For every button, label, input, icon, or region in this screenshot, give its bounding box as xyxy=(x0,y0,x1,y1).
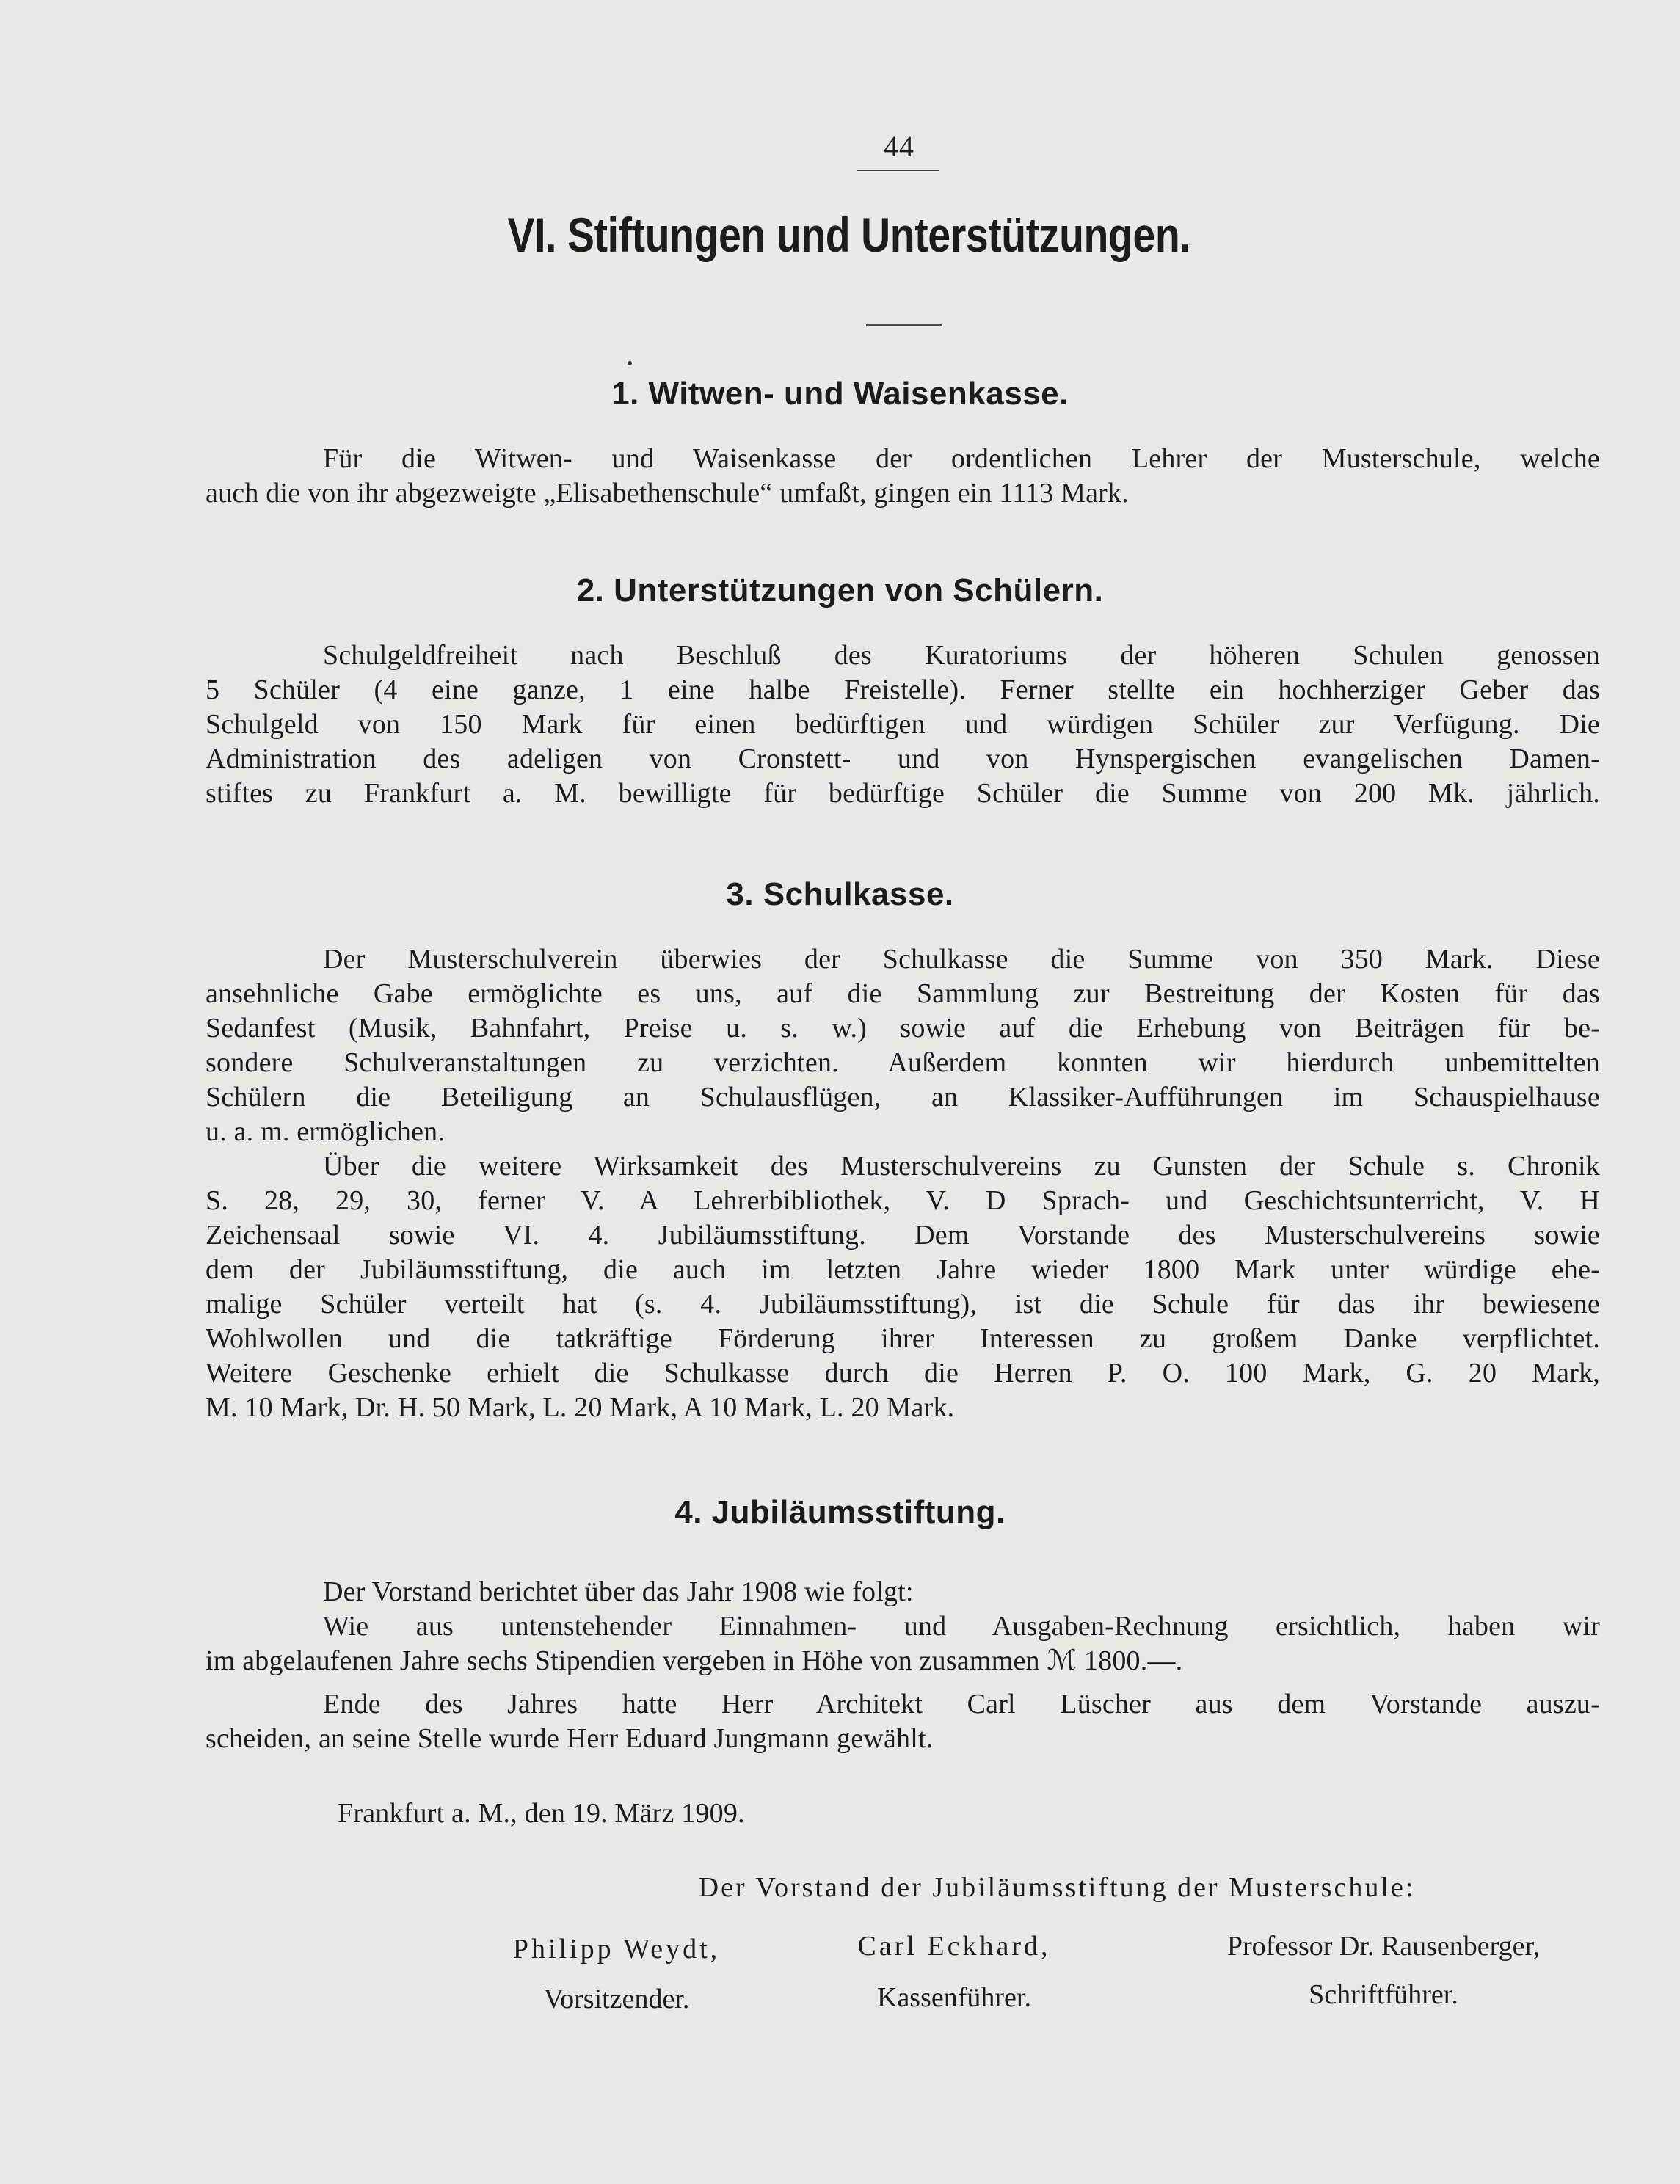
section-heading-2: 2. Unterstützungen von Schülern. xyxy=(576,572,1104,608)
text-line: Wie aus untenstehender Einnahmen- und Ausgaben-Rechnung ersichtlich, haben wir xyxy=(323,1611,1600,1642)
text-line: Der Musterschulverein überwies der Schulkasse die Summe von 350 Mark. Diese xyxy=(323,944,1600,975)
text-line: ansehnliche Gabe ermöglichte es uns, auf die Sammlung zur Bestreitung der Kosten für das xyxy=(206,978,1600,1009)
text-line: 5 Schüler (4 eine ganze, 1 eine halbe Freistelle). Ferner stellte ein hochherziger Geber das xyxy=(206,674,1600,705)
section-heading-3: 3. Schulkasse. xyxy=(726,876,954,912)
text-line: Wohlwollen und die tatkräftige Förderung ihrer Interessen zu großem Danke verpflichtet. xyxy=(206,1323,1600,1354)
text-line: malige Schüler verteilt hat (s. 4. Jubiläumsstiftung), ist die Schule für das ihr bewiesene xyxy=(206,1289,1600,1320)
section-4-body xyxy=(206,1575,1600,1756)
section-heading-4: 4. Jubiläumsstiftung. xyxy=(674,1494,1006,1530)
section-1-body xyxy=(206,442,1600,511)
text-line: dem der Jubiläumsstiftung, die auch im letzten Jahre wieder 1800 Mark unter würdige ehe- xyxy=(206,1254,1600,1285)
page-number-rule xyxy=(857,170,939,171)
text-line: Der Vorstand berichtet über das Jahr 1908 wie folgt: xyxy=(323,1576,914,1607)
text-line: Weitere Geschenke erhielt die Schulkasse durch die Herren P. O. 100 Mark, G. 20 Mark, xyxy=(206,1358,1600,1388)
signatory-name-3: Professor Dr. Rausenberger, xyxy=(1226,1931,1541,1962)
text-line: Schulgeld von 150 Mark für einen bedürftigen und würdigen Schüler zur Verfügung. Die xyxy=(206,709,1600,740)
text-line: Ende des Jahres hatte Herr Architekt Carl Lüscher aus dem Vorstande auszu- xyxy=(323,1689,1600,1719)
date-line-block xyxy=(338,1797,1365,1831)
board-line: Der Vorstand der Jubiläumsstiftung der Musterschule: xyxy=(698,1872,1416,1903)
text-line: Über die weitere Wirksamkeit des Musterschulvereins zu Gunsten der Schule s. Chronik xyxy=(323,1151,1600,1182)
text-line: Sedanfest (Musik, Bahnfahrt, Preise u. s. w.) sowie auf die Erhebung von Beiträgen für be- xyxy=(206,1013,1600,1044)
signatory-name-1: Philipp Weydt, xyxy=(512,1934,721,1965)
text-line: Zeichensaal sowie VI. 4. Jubiläumsstiftung. Dem Vorstande des Musterschulvereins sowie xyxy=(206,1220,1600,1251)
text-line: Schulgeldfreiheit nach Beschluß des Kuratoriums der höheren Schulen genossen xyxy=(323,640,1600,671)
section-3-body xyxy=(206,942,1600,1425)
text-line: stiftes zu Frankfurt a. M. bewilligte für bedürftige Schüler die Summe von 200 Mk. jährlich. xyxy=(206,778,1600,809)
text-line: scheiden, an seine Stelle wurde Herr Eduard Jungmann gewählt. xyxy=(206,1723,934,1754)
chapter-title: VI. Stiftungen und Unterstützungen. xyxy=(507,208,1191,262)
signatory-role-2: Kassenführer. xyxy=(877,1982,1031,2013)
text-line: Administration des adeligen von Cronstett- und von Hynspergischen evangelischen Damen- xyxy=(206,743,1600,774)
text-line: im abgelaufenen Jahre sechs Stipendien vergeben in Höhe von zusammen ℳ 1800.—. xyxy=(206,1645,1183,1676)
print-dot xyxy=(628,361,632,365)
page-number: 44 xyxy=(884,130,914,163)
signatory-name-2: Carl Eckhard, xyxy=(857,1931,1051,1962)
text-line: S. 28, 29, 30, ferner V. A Lehrerbibliothek, V. D Sprach- und Geschichtsunterricht, V. H xyxy=(206,1185,1600,1216)
date-line: Frankfurt a. M., den 19. März 1909. xyxy=(338,1798,745,1829)
section-heading-1: 1. Witwen- und Waisenkasse. xyxy=(611,376,1069,412)
text-line: auch die von ihr abgezweigte „Elisabethenschule“ umfaßt, gingen ein 1113 Mark. xyxy=(206,478,1129,509)
text-line: sondere Schulveranstaltungen zu verzichten. Außerdem konnten wir hierdurch unbemittelten xyxy=(206,1047,1600,1078)
signatory-role-1: Vorsitzender. xyxy=(543,1984,690,2014)
signatory-role-3: Schriftführer. xyxy=(1309,1979,1458,2010)
text-line: Schülern die Beteiligung an Schulausflügen, an Klassiker-Aufführungen im Schauspielhause xyxy=(206,1082,1600,1113)
section-2-body xyxy=(206,638,1600,811)
text-line: Für die Witwen- und Waisenkasse der ordentlichen Lehrer der Musterschule, welche xyxy=(323,443,1600,474)
title-rule xyxy=(866,324,942,326)
text-line: u. a. m. ermöglichen. xyxy=(206,1116,446,1147)
text-line: M. 10 Mark, Dr. H. 50 Mark, L. 20 Mark, A 10 Mark, L. 20 Mark. xyxy=(206,1392,955,1423)
